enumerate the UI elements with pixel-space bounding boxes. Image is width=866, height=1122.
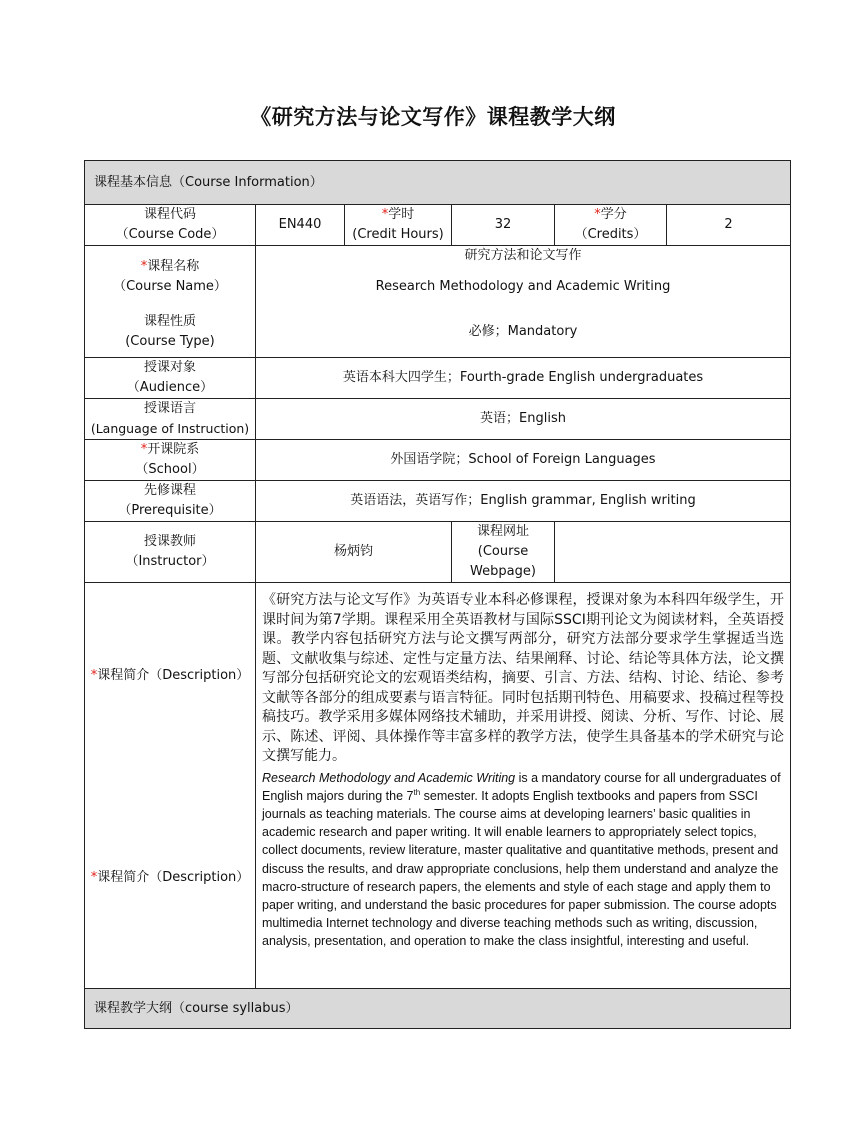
prerequisite-label: 先修课程 （Prerequisite） [85, 481, 256, 522]
credit-hours-value: 32 [452, 205, 555, 246]
course-name-value: 研究方法和论文写作 Research Methodology and Academic Writing [256, 246, 791, 308]
school-label: *开课院系 （School） [85, 440, 256, 481]
instructor-label: 授课教师 （Instructor） [85, 522, 256, 583]
school-value: 外国语学院；School of Foreign Languages [256, 440, 791, 481]
credits-label: *学分 （Credits） [555, 205, 667, 246]
audience-value: 英语本科大四学生；Fourth-grade English undergraduates [256, 358, 791, 399]
course-webpage-value[interactable] [555, 522, 791, 583]
description-chinese: 《研究方法与论文写作》为英语专业本科必修课程，授课对象为本科四年级学生，开课时间为第7学期。课程采用全英语教材与国际SSCI期刊论文为阅读材料，全英语授课。教学内容包括研究方法与论文撰写两部分，研究方法部分要求学生掌握适当选题、文献收集与综述、定性与定量方法、结果阐释、讨论、结论等具体方法，论文撰写部分包括研究论文的宏观语类结构，摘要、引言、方法、结构、讨论、结论、参考文献等各部分的组成要素与语言特征。同时包括期刊特色、用稿要求、投稿过程等投稿技巧。教学采用多媒体网络技术辅助，并采用讲授、阅读、分析、写作、讨论、展示、陈述、评阅、具体操作等丰富多样的教学方法，使学生具备基本的学术研究与论文撰写能力。 [256, 583, 791, 769]
course-name-label: *课程名称 （Course Name） [85, 246, 256, 308]
description-label-cn: *课程简介（Description） [85, 583, 256, 769]
description-label-en: *课程简介（Description） [85, 769, 256, 989]
instructor-value: 杨炳钧 [256, 522, 452, 583]
credit-hours-label: *学时 (Credit Hours) [345, 205, 452, 246]
language-value: 英语；English [256, 399, 791, 440]
audience-label: 授课对象 （Audience） [85, 358, 256, 399]
credits-value: 2 [667, 205, 791, 246]
language-label: 授课语言 (Language of Instruction) [85, 399, 256, 440]
description-english: Research Methodology and Academic Writing is a mandatory course for all undergraduates of English majors during the 7th semester. It adopts English textbooks and papers from SSCI journals as teaching materials. The course aims at developing learners’ basic qualities in academic research and paper writing. It will enable learners to appropriately select topics, collect documents, review literature, master qualitative and quantitative methods, present and discuss the results, and draw appropriate conclusions, help them understand and analyze the macro-structure of research papers, the elements and style of each stage and apply them to paper writing, and understand the basic procedures for paper submission. The course adopts multimedia Internet technology and diverse teaching methods such as writing, discussion, analysis, presentation, and operation to make the class insightful, interesting and useful. [256, 769, 791, 989]
course-title-italic: Research Methodology and Academic Writing [262, 770, 516, 785]
course-webpage-label: 课程网址 (Course Webpage) [452, 522, 555, 583]
course-info-table [84, 160, 791, 1029]
course-code-value: EN440 [256, 205, 345, 246]
section-course-syllabus: 课程教学大纲（course syllabus） [85, 989, 791, 1029]
course-type-label: 课程性质 (Course Type) [85, 308, 256, 358]
prerequisite-value: 英语语法，英语写作；English grammar, English writing [256, 481, 791, 522]
course-code-label: 课程代码 （Course Code） [85, 205, 256, 246]
section-course-info: 课程基本信息（Course Information） [85, 161, 791, 205]
page-title: 《研究方法与论文写作》课程教学大纲 [250, 105, 616, 129]
course-type-value: 必修；Mandatory [256, 308, 791, 358]
